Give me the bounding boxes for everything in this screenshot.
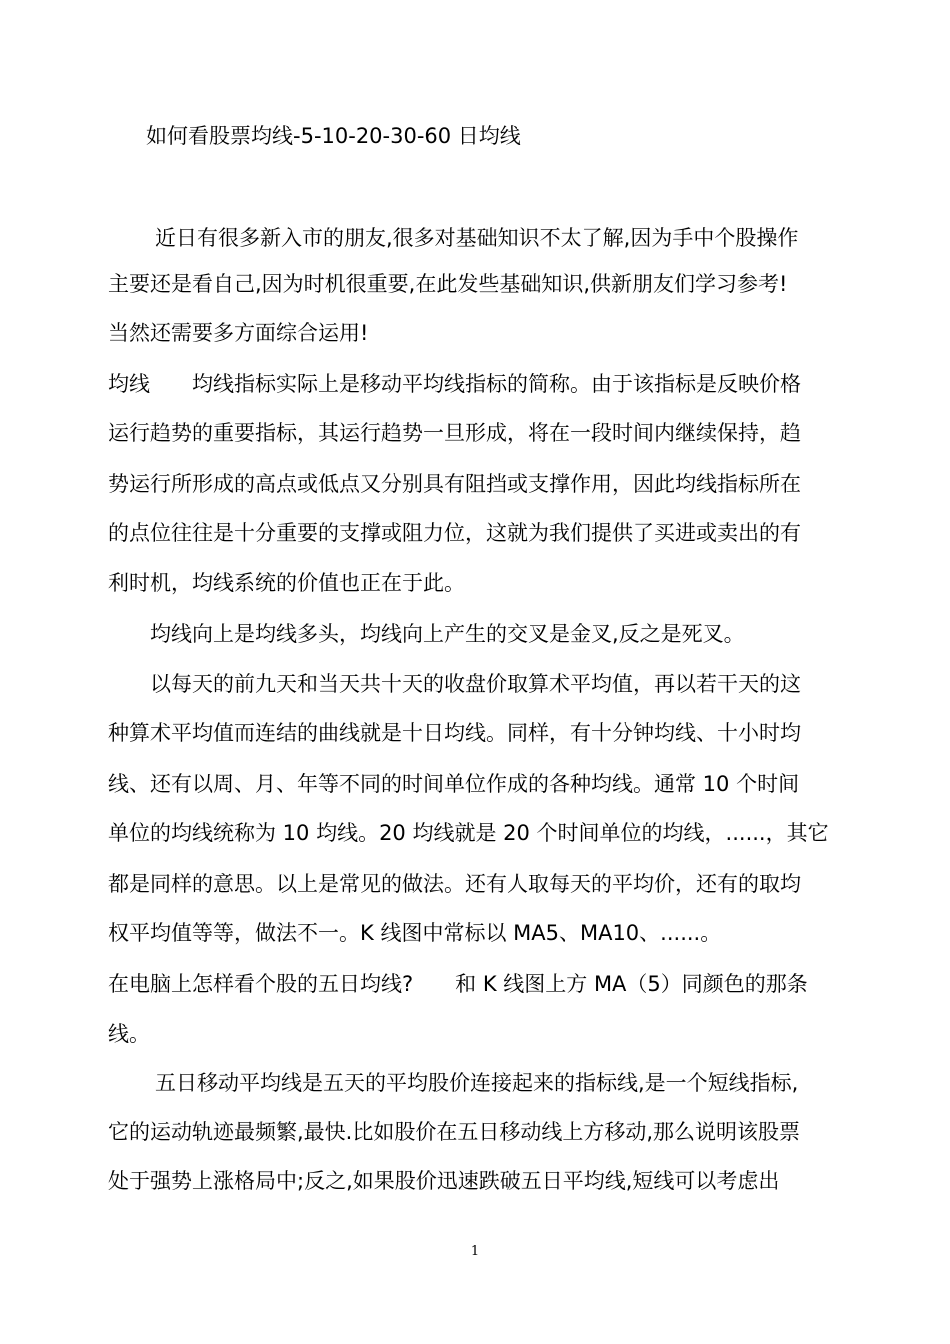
paragraph-line: 主要还是看自己,因为时机很重要,在此发些基础知识,供新朋友们学习参考!	[108, 272, 788, 296]
paragraph-line: 近日有很多新入市的朋友,很多对基础知识不太了解,因为手中个股操作	[155, 226, 799, 250]
paragraph-line: 它的运动轨迹最频繁,最快.比如股价在五日移动线上方移动,那么说明该股票	[108, 1120, 801, 1144]
paragraph-line: 运行趋势的重要指标，其运行趋势一旦形成，将在一段时间内继续保持，趋	[108, 421, 801, 445]
document-title: 如何看股票均线-5-10-20-30-60 日均线	[146, 124, 521, 148]
paragraph-line: 在电脑上怎样看个股的五日均线? 和 K 线图上方 MA（5）同颜色的那条	[108, 972, 808, 996]
paragraph-line: 均线向上是均线多头，均线向上产生的交叉是金叉,反之是死叉。	[150, 622, 745, 646]
paragraph-line: 权平均值等等，做法不一。K 线图中常标以 MA5、MA10、......。	[108, 921, 722, 945]
paragraph-line: 当然还需要多方面综合运用!	[108, 321, 369, 345]
paragraph-line: 种算术平均值而连结的曲线就是十日均线。同样，有十分钟均线、十小时均	[108, 721, 801, 745]
paragraph-line: 线、还有以周、月、年等不同的时间单位作成的各种均线。通常 10 个时间	[108, 772, 800, 796]
paragraph-line: 均线 均线指标实际上是移动平均线指标的简称。由于该指标是反映价格	[108, 372, 801, 396]
paragraph-line: 单位的均线统称为 10 均线。20 均线就是 20 个时间单位的均线，......，其它	[108, 821, 829, 845]
paragraph-line: 线。	[108, 1022, 150, 1046]
page-number: 1	[470, 1244, 480, 1259]
paragraph-line: 利时机，均线系统的价值也正在于此。	[108, 571, 465, 595]
paragraph-line: 势运行所形成的高点或低点又分别具有阻挡或支撑作用，因此均线指标所在	[108, 472, 801, 496]
paragraph-line: 五日移动平均线是五天的平均股价连接起来的指标线,是一个短线指标,	[155, 1071, 799, 1095]
paragraph-line: 以每天的前九天和当天共十天的收盘价取算术平均值，再以若干天的这	[150, 672, 801, 696]
paragraph-line: 的点位往往是十分重要的支撑或阻力位，这就为我们提供了买进或卖出的有	[108, 521, 801, 545]
paragraph-line: 都是同样的意思。以上是常见的做法。还有人取每天的平均价，还有的取均	[108, 872, 801, 896]
paragraph-line: 处于强势上涨格局中;反之,如果股价迅速跌破五日平均线,短线可以考虑出	[108, 1169, 780, 1193]
